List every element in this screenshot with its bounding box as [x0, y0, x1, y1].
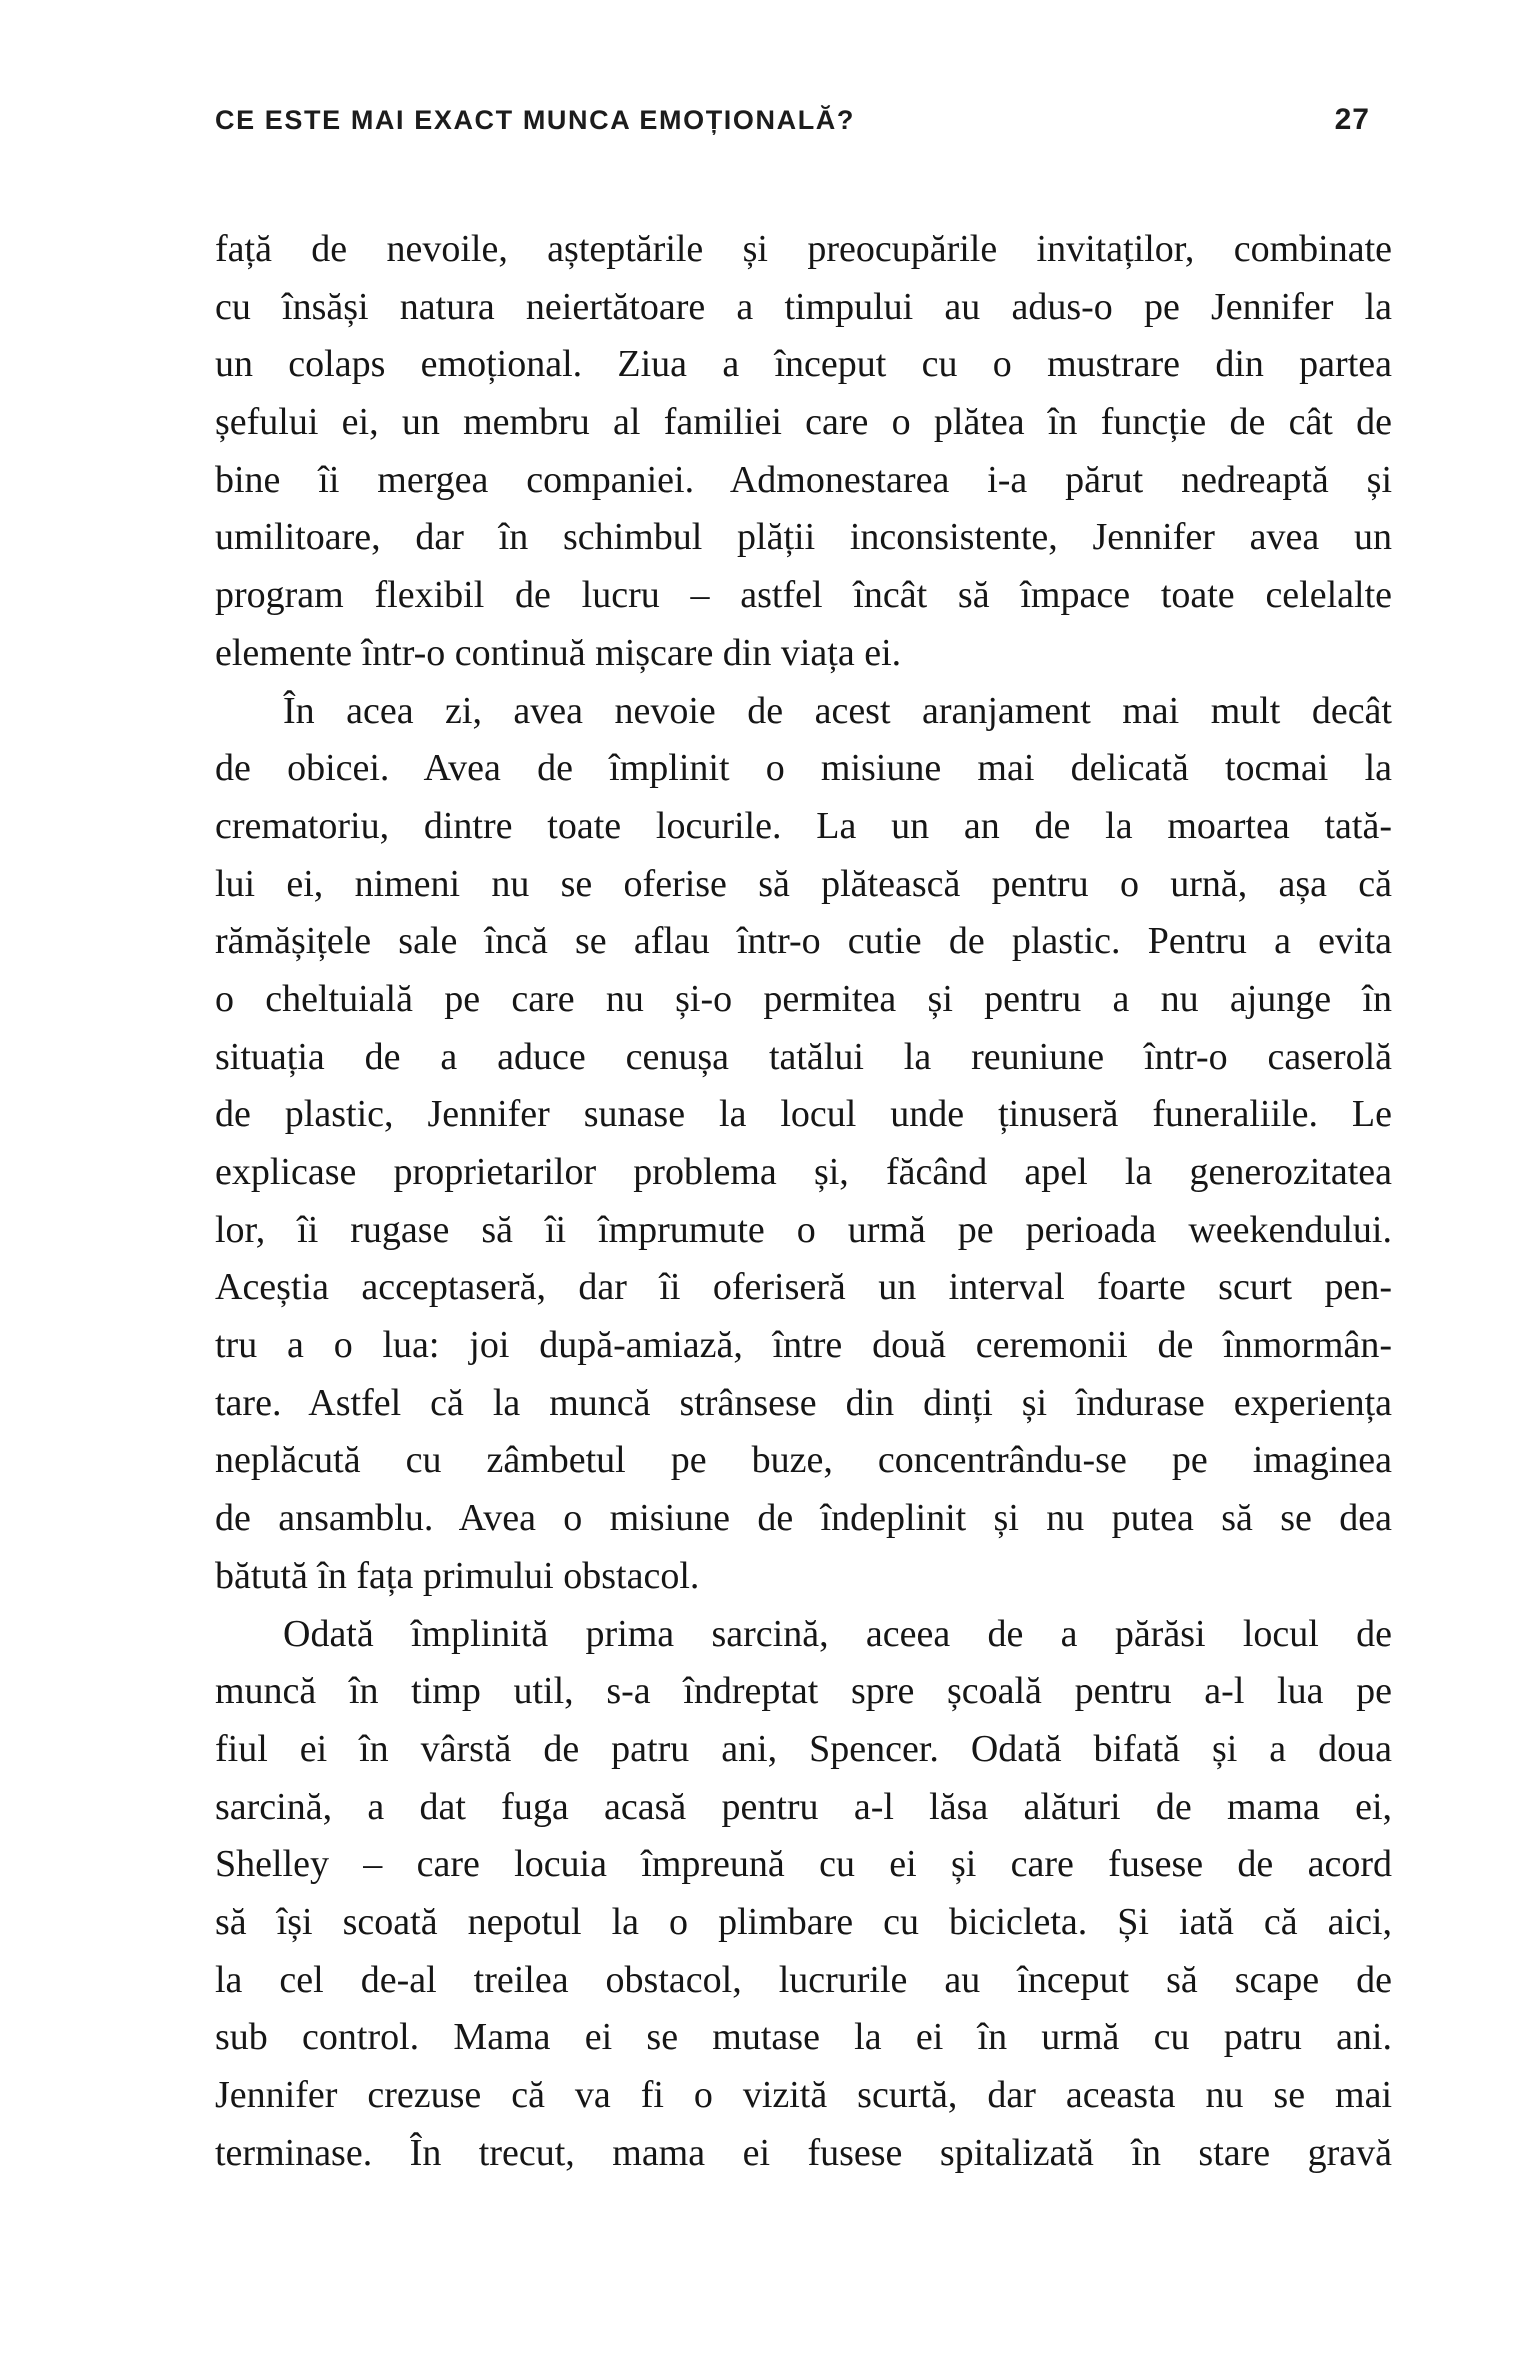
text-line: de plastic, Jennifer sunase la locul unde ținuseră funeraliile. Le — [215, 1093, 1392, 1136]
text-line: un colaps emoțional. Ziua a început cu o mustrare din partea — [215, 343, 1392, 386]
text-line: fiul ei în vârstă de patru ani, Spencer. Odată bifată și a doua — [215, 1727, 1392, 1770]
text-line: umilitoare, dar în schimbul plății inconsistente, Jennifer avea un — [215, 516, 1392, 559]
text-line: Jennifer crezuse că va fi o vizită scurtă, dar aceasta nu se mai — [215, 2074, 1392, 2116]
page-content — [215, 103, 1392, 2182]
text-line: față de nevoile, așteptările și preocupările invitaților, combinate — [215, 228, 1392, 270]
text-line: sarcină, a dat fuga acasă pentru a-l lăsa alături de mama ei, — [215, 1785, 1392, 1828]
text-line: program flexibil de lucru – astfel încât să împace toate celelalte — [215, 574, 1392, 617]
text-line: muncă în timp util, s-a îndreptat spre școală pentru a-l lua pe — [215, 1670, 1392, 1713]
text-line: crematoriu, dintre toate locurile. La un an de la moartea tată- — [215, 804, 1392, 847]
paragraph — [215, 683, 1392, 1606]
text-line: sub control. Mama ei se mutase la ei în urmă cu patru ani. — [215, 2016, 1392, 2059]
page-header — [215, 103, 1392, 137]
text-line: neplăcută cu zâmbetul pe buze, concentrându-se pe imaginea — [215, 1439, 1392, 1482]
text-line: Aceștia acceptaseră, dar îi oferiseră un interval foarte scurt pen- — [215, 1266, 1392, 1309]
running-head-title: CE ESTE MAI EXACT MUNCA EMOȚIONALĂ? — [215, 105, 855, 135]
text-line: Odată împlinită prima sarcină, aceea de a părăsi locul de — [283, 1612, 1392, 1655]
text-line: explicase proprietarilor problema și, făcând apel la generozitatea — [215, 1151, 1392, 1193]
text-line: rămășițele sale încă se aflau într-o cutie de plastic. Pentru a evita — [215, 920, 1392, 963]
paragraph — [215, 1606, 1392, 2183]
page-number: 27 — [1334, 103, 1370, 136]
text-line: tru a o lua: joi după-amiază, între două ceremonii de înmormân- — [215, 1324, 1392, 1367]
text-line: lor, îi rugase să îi împrumute o urmă pe perioada weekendului. — [215, 1208, 1392, 1251]
page-body — [215, 221, 1392, 2182]
text-line: o cheltuială pe care nu și-o permitea și pentru a nu ajunge în — [215, 977, 1392, 1020]
text-line: de ansamblu. Avea o misiune de îndeplinit și nu putea să se dea — [215, 1497, 1392, 1540]
text-line: cu însăși natura neiertătoare a timpului au adus-o pe Jennifer la — [215, 285, 1392, 328]
text-line: elemente într-o continuă mișcare din viața ei. — [215, 631, 902, 674]
text-line: Shelley – care locuia împreună cu ei și care fusese de acord — [215, 1843, 1392, 1886]
text-line: lui ei, nimeni nu se oferise să plătească pentru o urnă, așa că — [215, 862, 1392, 905]
text-line: bine îi mergea companiei. Admonestarea i-a părut nedreaptă și — [215, 458, 1392, 501]
text-line: de obicei. Avea de împlinit o misiune mai delicată tocmai la — [215, 747, 1392, 790]
text-line: terminase. În trecut, mama ei fusese spitalizată în stare gravă — [215, 2131, 1392, 2174]
text-line: să își scoată nepotul la o plimbare cu bicicleta. Și iată că aici, — [215, 1900, 1392, 1943]
text-line: șefului ei, un membru al familiei care o plătea în funcție de cât de — [215, 401, 1392, 444]
paragraph — [215, 221, 1392, 683]
text-line: bătută în fața primului obstacol. — [215, 1554, 700, 1597]
text-line: situația de a aduce cenușa tatălui la reuniune într-o caserolă — [215, 1035, 1392, 1078]
text-line: tare. Astfel că la muncă strânsese din dinți și îndurase experiența — [215, 1381, 1392, 1424]
text-line: la cel de-al treilea obstacol, lucrurile au început să scape de — [215, 1958, 1392, 2001]
text-line: În acea zi, avea nevoie de acest aranjament mai mult decât — [283, 689, 1392, 732]
